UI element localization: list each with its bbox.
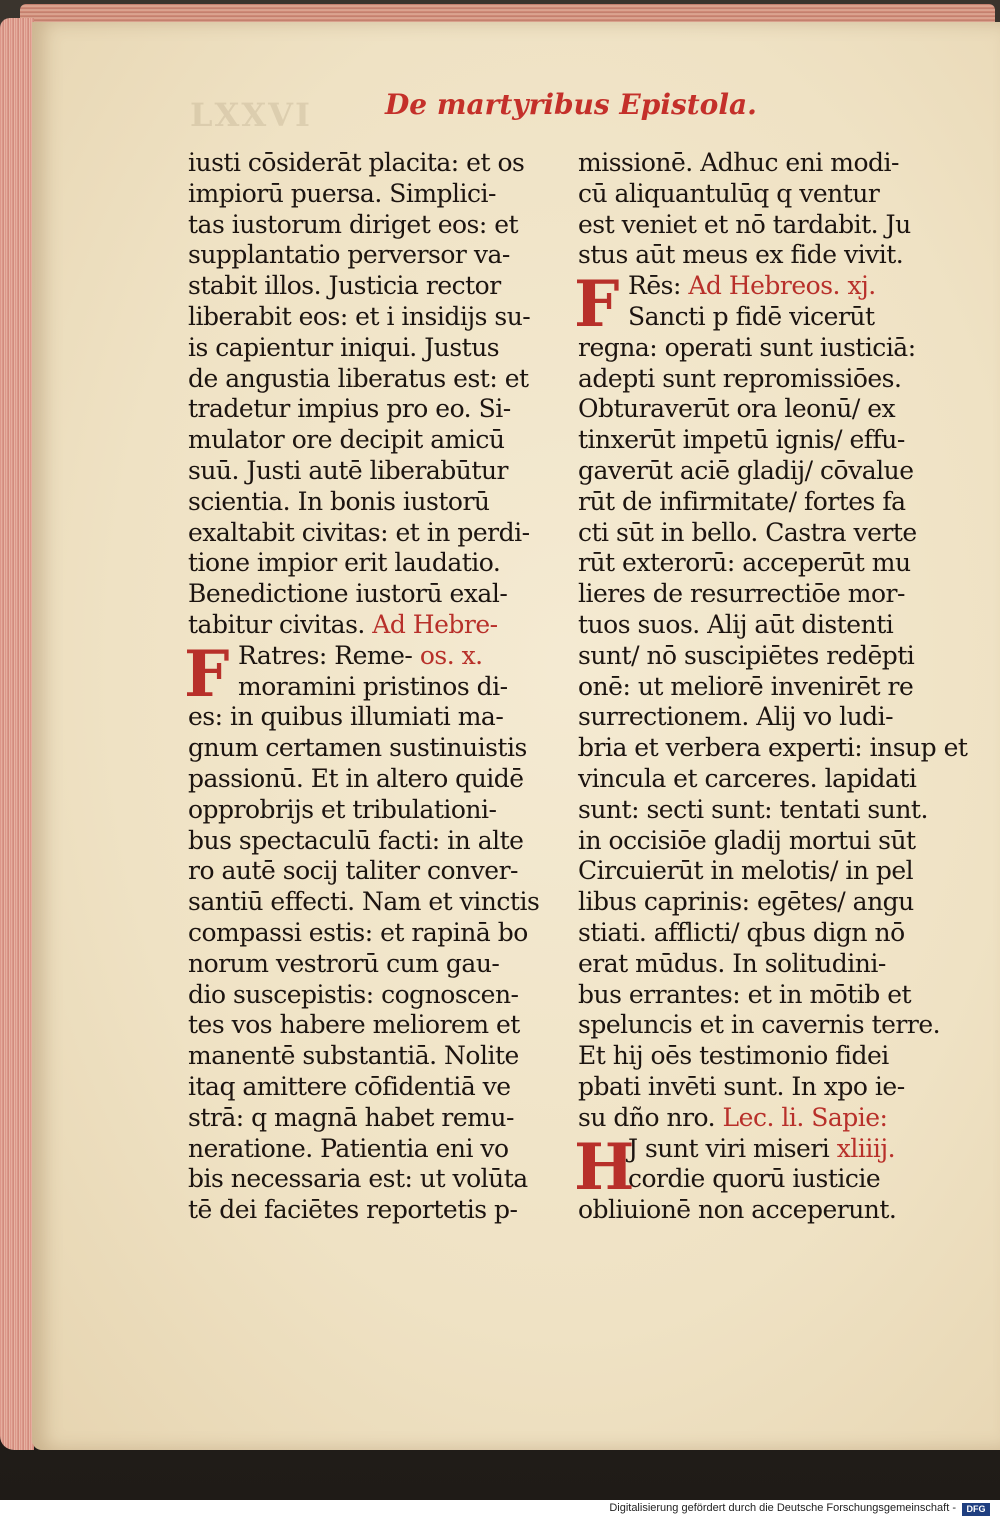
rubric-lectio-sapientie: Lec. li. Sapie:	[722, 1102, 888, 1132]
text-line-content: missionē. Adhuc eni modi-	[578, 148, 899, 177]
right-para1-first-line	[578, 271, 913, 302]
left-paragraph	[184, 636, 540, 1226]
rubric-os-x: os. x.	[419, 640, 483, 670]
text-line	[188, 1010, 523, 1041]
text-line	[188, 917, 528, 949]
text-line	[188, 579, 523, 610]
right-line-rubric-text: su dño nro.	[578, 1102, 716, 1132]
text-line	[578, 1041, 913, 1072]
text-line	[188, 179, 523, 210]
right-para2-line-text: obliuionē non acceperunt.	[578, 1195, 897, 1225]
text-line	[578, 1072, 913, 1103]
rubric-ad-hebreos-xj: Ad Hebreos. xj.	[688, 271, 876, 301]
text-line-content: moramini pristinos di-	[238, 671, 508, 701]
text-line	[188, 795, 523, 826]
text-line	[188, 1134, 523, 1165]
text-line-content: iusti cōsiderāt placita: et os	[188, 148, 525, 177]
text-line-content: itaq amittere cōfidentiā ve	[188, 1071, 511, 1101]
text-line-content: is capientur iniqui. Justus	[188, 332, 500, 362]
show-through-folio: LXXVI	[190, 96, 312, 134]
text-line	[578, 918, 913, 949]
text-line-content: cū aliquantulūq q ventur	[578, 178, 880, 208]
initial-capital-f: F	[184, 636, 230, 712]
text-line	[188, 456, 523, 487]
text-line-content: exaltabit civitas: et in perdi-	[188, 517, 530, 547]
text-line-content: mulator ore decipit amicū	[188, 425, 505, 455]
text-line	[188, 702, 523, 733]
text-line	[578, 332, 916, 364]
right-para2-line-text: cordie quorū iusticie	[628, 1164, 881, 1194]
text-line	[578, 148, 913, 179]
text-line-content: es: in quibus illumiati ma-	[188, 702, 504, 732]
text-line	[578, 240, 913, 271]
text-line	[188, 148, 523, 179]
text-line-content: impiorū puersa. Simplici-	[188, 178, 496, 208]
text-line	[188, 1103, 523, 1134]
dfg-logo: DFG	[962, 1503, 990, 1516]
text-line	[578, 887, 913, 918]
text-line	[188, 764, 523, 795]
text-line	[188, 672, 523, 703]
rubric-ad-hebreos-x: Ad Hebre-	[372, 609, 498, 639]
text-line-content: speluncis et in cavernis terre.	[578, 1010, 941, 1040]
text-line-content: de angustia liberatus est: et	[188, 363, 529, 393]
text-line-content: adepti sunt repromissiōes.	[578, 363, 902, 393]
text-line-content: bis necessaria est: ut volūta	[188, 1164, 528, 1194]
initial-capital-h: H	[574, 1129, 635, 1205]
text-line-content: tione impior erit laudatio.	[188, 548, 501, 578]
text-line	[578, 702, 913, 733]
text-line-content: tradetur impius pro eo. Si-	[188, 394, 511, 424]
running-head: De martyribus Epistola.	[385, 88, 757, 121]
text-line-content: opprobrijs et tribulationi-	[188, 794, 497, 824]
text-line-content: compassi estis: et rapinā bo	[188, 917, 528, 947]
left-para-lines	[188, 671, 540, 1226]
text-line	[188, 1195, 523, 1226]
left-line-rubric-text: tabitur civitas.	[188, 609, 365, 639]
text-line	[188, 856, 523, 887]
dfg-credit-text: Digitalisierung gefördert durch die Deutsche Forschungsgemeinschaft -	[609, 1502, 956, 1514]
right-para1-line-text: Sancti p fidē vicerūt	[628, 301, 875, 331]
text-line-content: tē dei faciētes reportetis p-	[188, 1195, 518, 1225]
text-line-content: est veniet et nō tardabit. Ju	[578, 209, 911, 239]
text-line-content: lieres de resurrectiōe mor-	[578, 579, 905, 609]
text-line	[578, 210, 913, 241]
text-line-content: norum vestrorū cum gau-	[188, 948, 500, 978]
text-line	[188, 240, 523, 271]
text-line	[578, 733, 968, 764]
right-line-rubric	[578, 1103, 913, 1134]
text-line-content: liberabit eos: et i insidijs su-	[188, 301, 531, 331]
right-para1-line	[578, 302, 913, 333]
text-line-content: strā: q magnā habet remu-	[188, 1102, 514, 1132]
footer-bar	[0, 1500, 1000, 1519]
text-line-content: sunt: secti sunt: tentati sunt.	[578, 794, 928, 824]
text-line-content: bus errantes: et in mōtib et	[578, 979, 912, 1009]
right-paragraph-2	[574, 1129, 913, 1226]
text-line-content: tes vos habere meliorem et	[188, 1010, 520, 1040]
text-line	[188, 548, 523, 579]
right-para1-first-text: Rēs:	[628, 271, 681, 301]
text-line	[578, 425, 913, 456]
text-line-content: erat mūdus. In solitudini-	[578, 948, 886, 978]
text-line-content: passionū. Et in altero quidē	[188, 763, 524, 793]
text-line	[578, 394, 913, 425]
text-line	[578, 856, 913, 887]
text-line-content: in occisiōe gladij mortui sūt	[578, 825, 916, 855]
text-line	[188, 949, 523, 980]
text-line-content: libus caprinis: egētes/ angu	[578, 887, 914, 917]
text-line	[578, 825, 916, 857]
text-line-content: tinxerūt impetū ignis/ effu-	[578, 425, 905, 455]
text-line	[578, 487, 913, 518]
text-line	[188, 1041, 523, 1072]
text-line-content: surrectionem. Alij vo ludi-	[578, 702, 894, 732]
text-line	[578, 672, 913, 703]
text-line-content: tuos suos. Alij aūt distenti	[578, 609, 894, 639]
text-line-content: cti sūt in bello. Castra verte	[578, 517, 917, 547]
text-line-content: dio suscepistis: cognoscen-	[188, 979, 519, 1009]
text-line	[188, 517, 530, 549]
left-text-column	[184, 148, 540, 1226]
text-line	[578, 610, 913, 641]
text-line	[578, 949, 913, 980]
text-line	[188, 1164, 528, 1195]
text-line	[188, 271, 523, 302]
text-line	[188, 394, 523, 425]
text-line-content: stus aūt meus ex fide vivit.	[578, 240, 904, 270]
initial-capital-f: F	[574, 267, 620, 343]
text-line-content: stabit illos. Justicia rector	[188, 271, 501, 301]
text-line	[188, 887, 540, 918]
text-line	[578, 517, 917, 549]
text-line-content: supplantatio perversor va-	[188, 240, 510, 270]
text-line-content: pbati invēti sunt. In xpo ie-	[578, 1071, 905, 1101]
book-page-edges	[0, 18, 34, 1450]
text-line-content: tas iustorum diriget eos: et	[188, 209, 519, 239]
text-line-content: gaverūt aciē gladij/ cōvalue	[578, 455, 914, 485]
right-paragraph-1	[574, 267, 968, 1103]
text-line-content: Benedictione iustorū exal-	[188, 579, 508, 609]
text-line-content: onē: ut meliorē invenirēt re	[578, 671, 914, 701]
text-line	[578, 794, 928, 826]
text-line-content: ro autē socij taliter conver-	[188, 856, 518, 886]
right-para1-lines	[578, 332, 968, 1103]
right-text-column	[574, 148, 968, 1226]
text-line-content: rūt exterorū: acceperūt mu	[578, 548, 911, 578]
text-line	[578, 763, 917, 795]
text-line-content: rūt de infirmitate/ fortes fa	[578, 486, 906, 516]
text-line	[188, 210, 523, 241]
text-line-content: regna: operati sunt iusticiā:	[578, 332, 916, 362]
text-line-content: manentē substantiā. Nolite	[188, 1041, 519, 1071]
text-line	[188, 1072, 523, 1103]
text-line-content: neratione. Patientia eni vo	[188, 1133, 509, 1163]
text-line	[578, 456, 913, 487]
left-para-line-text: Ratres: Reme-	[238, 640, 413, 670]
text-line	[578, 364, 913, 395]
text-line-content: bria et verbera experti: insup et	[578, 733, 968, 763]
text-line	[578, 980, 913, 1011]
text-line-content: sunt/ nō suscipiētes redēpti	[578, 640, 915, 670]
text-line-content: stiati. afflicti/ qbus dign nō	[578, 917, 905, 947]
text-line	[578, 548, 913, 579]
text-line-content: vincula et carceres. lapidati	[578, 763, 917, 793]
text-line-content: suū. Justi autē liberabūtur	[188, 455, 509, 485]
text-line	[188, 363, 529, 395]
text-line	[188, 301, 531, 333]
text-line	[578, 579, 913, 610]
text-line-content: Obturaverūt ora leonū/ ex	[578, 394, 896, 424]
left-column-lines	[188, 148, 531, 610]
text-line-content: Et hij oēs testimonio fidei	[578, 1041, 889, 1071]
text-line	[188, 487, 523, 518]
text-line	[578, 179, 913, 210]
left-para-line	[188, 641, 523, 672]
text-line-content: gnum certamen sustinuistis	[188, 733, 527, 763]
right-column-lines	[578, 148, 913, 271]
text-line	[188, 826, 523, 857]
text-line	[578, 1010, 941, 1041]
rubric-chapter-xliiij: xliiij.	[836, 1133, 896, 1163]
text-line-content: santiū effecti. Nam et vinctis	[188, 887, 540, 917]
right-para2-line-text: J sunt viri miseri	[628, 1133, 830, 1163]
text-line-content: Circuierūt in melotis/ in pel	[578, 856, 914, 886]
text-line	[188, 333, 523, 364]
text-line-content: scientia. In bonis iustorū	[188, 486, 490, 516]
left-line-rubric	[188, 610, 523, 641]
text-line	[188, 980, 523, 1011]
text-line	[578, 641, 913, 672]
text-line	[188, 733, 527, 764]
text-line-content: bus spectaculū facti: in alte	[188, 825, 524, 855]
text-line	[188, 425, 523, 456]
